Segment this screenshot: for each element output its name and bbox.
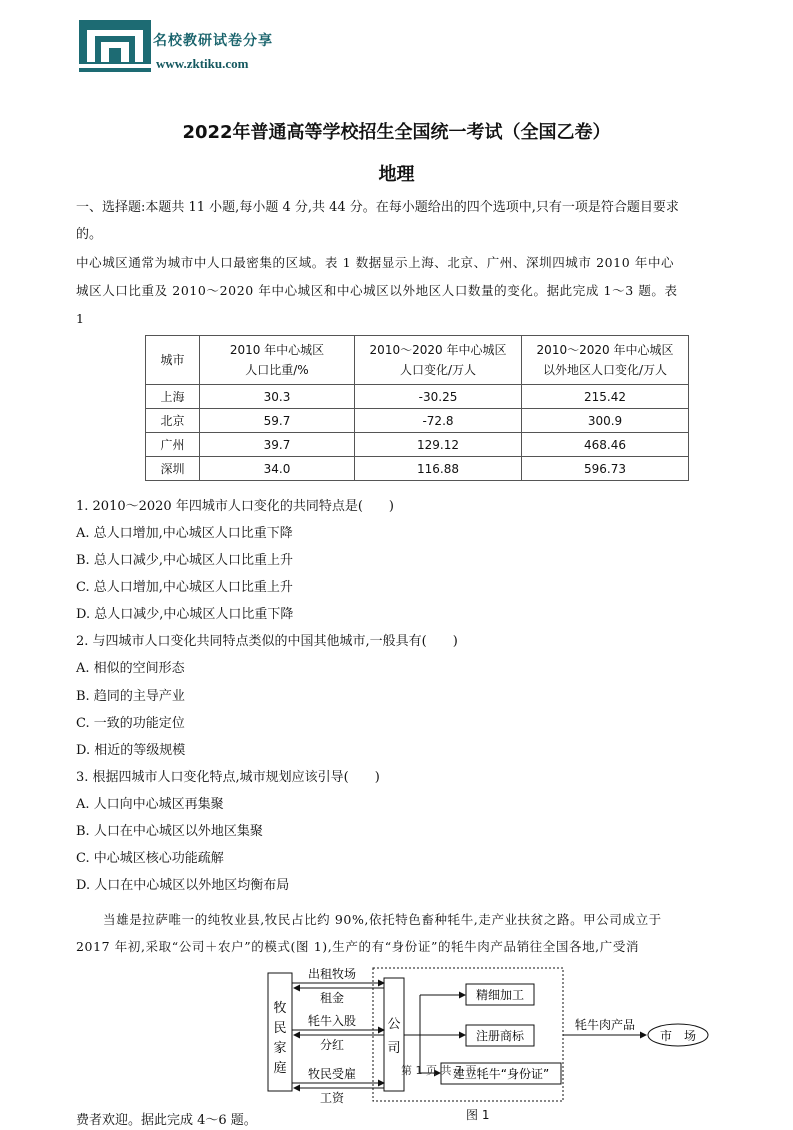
table-cell: 北京 (146, 409, 200, 433)
arrow-label: 分红 (319, 1038, 345, 1052)
passage-line: 中心城区通常为城市中人口最密集的区域。表 1 数据显示上海、北京、广州、深圳四城市 2010 年中心 (76, 255, 675, 270)
passage-line: 城区人口比重及 2010～2020 年中心城区和中心城区以外地区人口数量的变化。据此完成 1～3 题。表 (76, 283, 678, 298)
table-cell: 129.12 (355, 433, 522, 457)
question-stem: 1. 2010～2020 年四城市人口变化的共同特点是( ) (76, 499, 394, 514)
data-table (145, 335, 689, 481)
figure-1-diagram (260, 960, 730, 1110)
passage-line: 当雄是拉萨唯一的纯牧业县,牧民占比约 90%,依托特色畜种牦牛,走产业扶贫之路。甲公司成立于 (103, 912, 662, 927)
table-cell: -30.25 (355, 385, 522, 409)
table-cell: 34.0 (200, 457, 355, 481)
exam-title: 2022年普通高等学校招生全国统一考试（全国乙卷） (182, 122, 611, 143)
table-header-cell: 2010～2020 年中心城区 人口变化/万人 (355, 336, 522, 385)
question-option: A. 总人口增加,中心城区人口比重下降 (76, 526, 293, 541)
question-option: B. 总人口减少,中心城区人口比重上升 (76, 553, 293, 568)
table-cell: 468.46 (522, 433, 689, 457)
table-cell: 59.7 (200, 409, 355, 433)
table-header-cell: 城市 (146, 336, 200, 385)
passage-line: 1 (76, 311, 85, 326)
subject-title: 地理 (378, 164, 415, 185)
table-cell: 上海 (146, 385, 200, 409)
question-option: D. 总人口减少,中心城区人口比重下降 (76, 607, 294, 622)
page-number: 第 1 页 共 7 页 (401, 1064, 477, 1077)
table-row (146, 457, 689, 481)
question-stem: 3. 根据四城市人口变化特点,城市规划应该引导( ) (76, 770, 380, 785)
table-cell: 596.73 (522, 457, 689, 481)
process-label: 精细加工 (475, 988, 525, 1002)
section-intro-line: 的。 (76, 227, 103, 242)
table-row (146, 433, 689, 457)
table-cell: 300.9 (522, 409, 689, 433)
logo-mark (79, 20, 151, 72)
product-label: 牦牛肉产品 (574, 1018, 636, 1032)
question-option: B. 趋同的主导产业 (76, 689, 185, 704)
question-option: D. 相近的等级规模 (76, 743, 186, 758)
arrow-label: 出租牧场 (307, 967, 357, 981)
logo-url: www.zktiku.com (156, 56, 249, 71)
herder-family-label: 牧民家庭 (273, 1001, 287, 1076)
process-label: 注册商标 (475, 1029, 525, 1043)
table-cell: 116.88 (355, 457, 522, 481)
table-cell: -72.8 (355, 409, 522, 433)
question-option: D. 人口在中心城区以外地区均衡布局 (76, 878, 290, 893)
question-option: B. 人口在中心城区以外地区集聚 (76, 824, 263, 839)
table-row (146, 409, 689, 433)
figure-caption: 图 1 (466, 1108, 490, 1122)
section-intro-line: 一、选择题:本题共 11 小题,每小题 4 分,共 44 分。在每小题给出的四个选项中,只有一项是符合题目要求 (76, 200, 679, 215)
passage-line: 2017 年初,采取“公司＋农户”的模式(图 1),生产的有“身份证”的牦牛肉产品销往全国各地,广受消 (76, 939, 640, 954)
question-option: C. 总人口增加,中心城区人口比重上升 (76, 580, 293, 595)
question-option: A. 相似的空间形态 (76, 661, 185, 676)
logo-text: 名校教研试卷分享 (153, 33, 273, 49)
table-header-cell: 2010 年中心城区 人口比重/% (200, 336, 355, 385)
arrow-label: 牧民受雇 (307, 1067, 357, 1081)
table-cell: 215.42 (522, 385, 689, 409)
arrow-label: 租金 (319, 991, 345, 1005)
table-header-row (146, 336, 689, 385)
table-header-cell: 2010～2020 年中心城区 以外地区人口变化/万人 (522, 336, 689, 385)
table-cell: 30.3 (200, 385, 355, 409)
question-option: A. 人口向中心城区再集聚 (76, 797, 224, 812)
table-row (146, 385, 689, 409)
question-stem: 2. 与四城市人口变化共同特点类似的中国其他城市,一般具有( ) (76, 634, 458, 649)
arrow-label: 工资 (319, 1091, 345, 1105)
arrow-label: 牦牛入股 (307, 1014, 357, 1028)
table-cell: 39.7 (200, 433, 355, 457)
passage-line-partial: 费者欢迎。据此完成 4～6 题。 (76, 1113, 257, 1128)
process-label: 建立牦牛“身份证” (452, 1067, 550, 1081)
table-cell: 广州 (146, 433, 200, 457)
company-label: 公司 (387, 1017, 401, 1056)
question-option: C. 一致的功能定位 (76, 716, 185, 731)
table-cell: 深圳 (146, 457, 200, 481)
market-label: 市 场 (659, 1029, 697, 1043)
logo-building-icon (79, 20, 151, 72)
question-option: C. 中心城区核心功能疏解 (76, 851, 224, 866)
